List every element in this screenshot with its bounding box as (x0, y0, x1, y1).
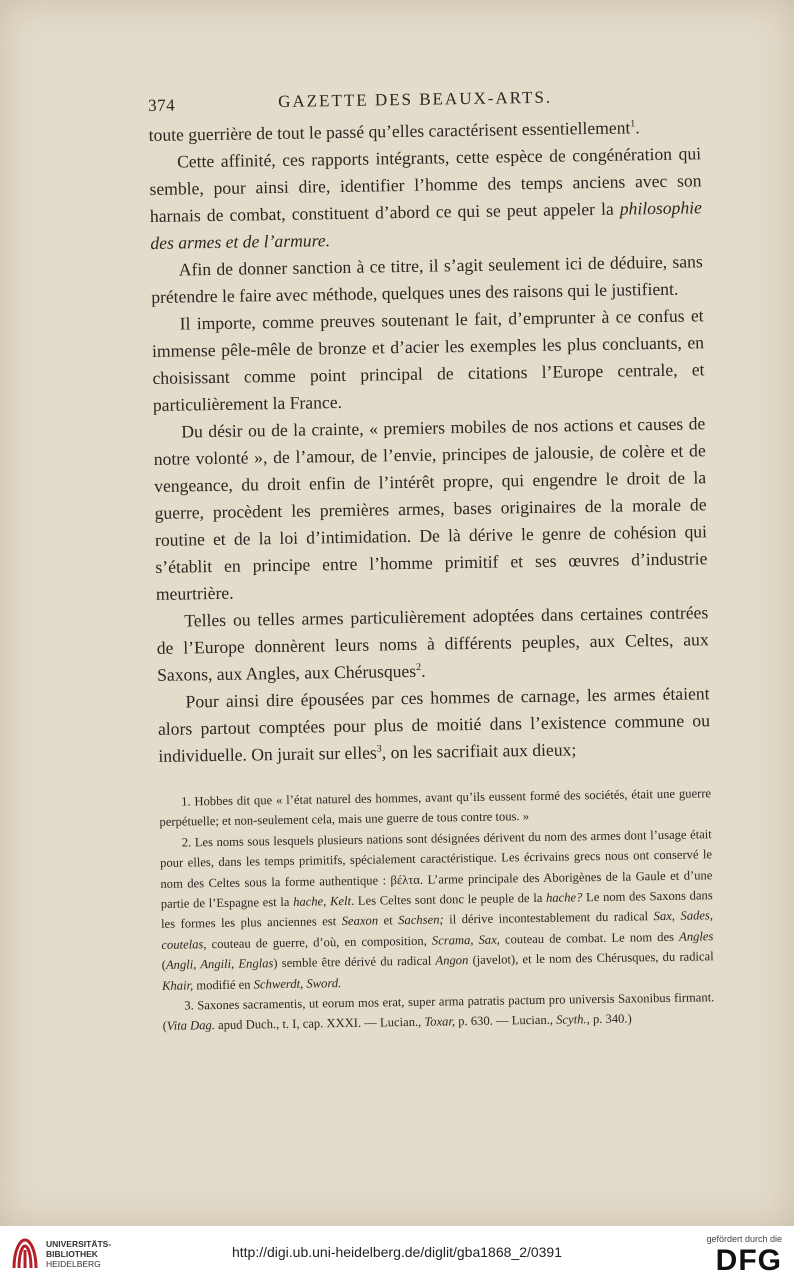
funder-block (706, 1234, 782, 1276)
viewer-footer (0, 1226, 794, 1284)
paragraph: Il importe, comme preuves soutenant le fait, d’emprunter à ce confus et immense pêle-mêle de bronze et d’acier les exemples les plus concluants, en choisissant comme point principal de citations l’Europe centrale, et particulièrement la France. (151, 305, 705, 415)
paragraph: toute guerrière de tout le passé qu’elles caractérisent essentiellement$^1$. (148, 117, 640, 145)
page-number: 374 (148, 95, 176, 115)
footnote-2: 2. Les noms sous lesquels plusieurs nations sont désignées dérivent du nom des armes dont l’usage était pour elles, dans les temps primitifs, spécialement caractéristique. Les écrivains grecs nous ont conservé le nom des Celtes sous la forme authentique : βέλτα. L’arme principale des Aborigènes de la Gaule et d’une partie de l’Espagne est la hache, Kelt. Les Celtes sont donc le peuple de la hache? Le nom des Saxons dans les formes les plus anciennes est Seaxon et Sachsen; il dérive incontestablement du radical Sax, Sades, coutelas, couteau de guerre, d’où, en composition, Scrama, Sax, couteau de combat. Le nom des Angles (Angli, Angili, Englas) semble être dérivé du radical Angon (javelot), et le nom des Chérusques, du radical Khair, modifié en Schwerdt, Sword. (160, 827, 714, 993)
footnote-ref: 2 (415, 661, 422, 674)
footnotes (159, 783, 715, 1037)
paragraph: Afin de donner sanction à ce titre, il s’agit seulement ici de déduire, sans prétendre le faire avec méthode, quelques unes des raisons qui le justifient. (151, 251, 703, 307)
library-name: UNIVERSITÄTS- BIBLIOTHEK HEIDELBERG (46, 1239, 112, 1269)
paragraph: Telles ou telles armes particulièrement adoptées dans certaines contrées de l’Europe donnèrent leurs noms à différents peuples, aux Celtes, aux Saxons, aux Angles, aux Chérusques$^2$. (156, 602, 709, 685)
paragraph: Pour ainsi dire épousées par ces hommes de carnage, les armes étaient alors partout comptées pour plus de moitié dans l’existence commune ou individuelle. On jurait sur elles$^3$, on les sacrifiait aux dieux; (157, 683, 711, 766)
footnote-1: 1. Hobbes dit que « l’état naturel des hommes, avant qu’ils eussent formé des sociétés, était une guerre perpétuelle; et non-seulement cela, mais une guerre de tous contre tous. » (159, 786, 712, 830)
footnote-3: 3. Saxones sacramentis, ut eorum mos erat, super arma patratis pactum pro universis Saxonibus firmant. (Vita Dag. apud Duch., t. I, cap. XXXI. — Lucian., Toxar, p. 630. — Lucian., Scyth., p. 340.) (162, 990, 715, 1034)
dfg-logo[interactable]: DFG (715, 1244, 782, 1277)
page-content (148, 83, 715, 1036)
body-text (148, 113, 710, 770)
footnote-ref: 1 (630, 118, 636, 130)
paragraph: Du désir ou de la crainte, « premiers mobiles de nos actions et causes de notre volonté », de l’amour, de l’envie, principes de jalousie, de colère et de vengeance, du droit enfin de l’intérêt propre, qui engendre le droit de la guerre, procèdent les premières armes, bases originaires de la morale de routine et de la loi d’intimidation. De là dérive le genre de cohésion qui s’établit en principe entre l’homme primitif et ses œuvres d’industrie meurtrière. (153, 413, 708, 604)
source-url-link[interactable]: http://digi.ub.uni-heidelberg.de/diglit/gba1868_2/0391 (231, 1244, 563, 1260)
paragraph: Cette affinité, ces rapports intégrants, cette espèce de congénération qui semble, pour ainsi dire, identifier l’homme des temps anciens avec son harnais de combat, constituent d’abord ce qui se peut appeler la philosophie des armes et de l’armure. (149, 143, 703, 253)
funding-text: gefördert durch die (706, 1234, 782, 1244)
running-title: GAZETTE DES BEAUX-ARTS. (278, 87, 553, 111)
italic-phrase: philosophie des armes et de l’armure. (150, 197, 703, 253)
footnote-ref: 3 (376, 743, 382, 755)
